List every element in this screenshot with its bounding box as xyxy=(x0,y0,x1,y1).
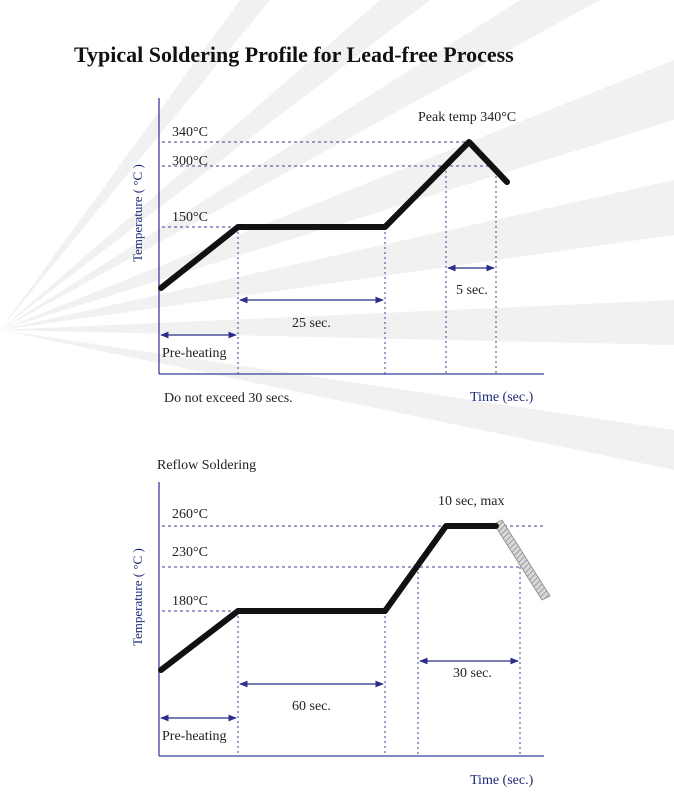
dwell-label: 30 sec. xyxy=(453,666,492,681)
temp-label-180: 180°C xyxy=(172,594,208,609)
temp-label-300: 300°C xyxy=(172,154,208,169)
y-axis-label: Temperature ( °C ) xyxy=(130,548,145,646)
page-title: Typical Soldering Profile for Lead-free Process xyxy=(74,42,514,67)
cooling-segment xyxy=(494,520,550,600)
peak-label: 10 sec, max xyxy=(438,494,505,509)
temp-label-340: 340°C xyxy=(172,125,208,140)
reflow-heading: Reflow Soldering xyxy=(157,458,257,473)
temp-label-230: 230°C xyxy=(172,545,208,560)
peak-label: Peak temp 340°C xyxy=(418,110,517,125)
temp-label-260: 260°C xyxy=(172,507,208,522)
x-axis-label: Time (sec.) xyxy=(470,390,534,405)
preheat-label: Pre-heating xyxy=(162,346,227,361)
diagram-reflow-soldering xyxy=(130,458,550,788)
preheat-label: Pre-heating xyxy=(162,729,227,744)
soak-label: 25 sec. xyxy=(292,316,331,331)
note-label: Do not exceed 30 secs. xyxy=(164,391,293,406)
temp-label-150: 150°C xyxy=(172,210,208,225)
y-axis-label: Temperature ( °C ) xyxy=(130,164,145,262)
temperature-profile-line xyxy=(161,526,496,670)
x-axis-label: Time (sec.) xyxy=(470,773,534,788)
dwell-label: 5 sec. xyxy=(456,283,488,298)
soak-label: 60 sec. xyxy=(292,699,331,714)
